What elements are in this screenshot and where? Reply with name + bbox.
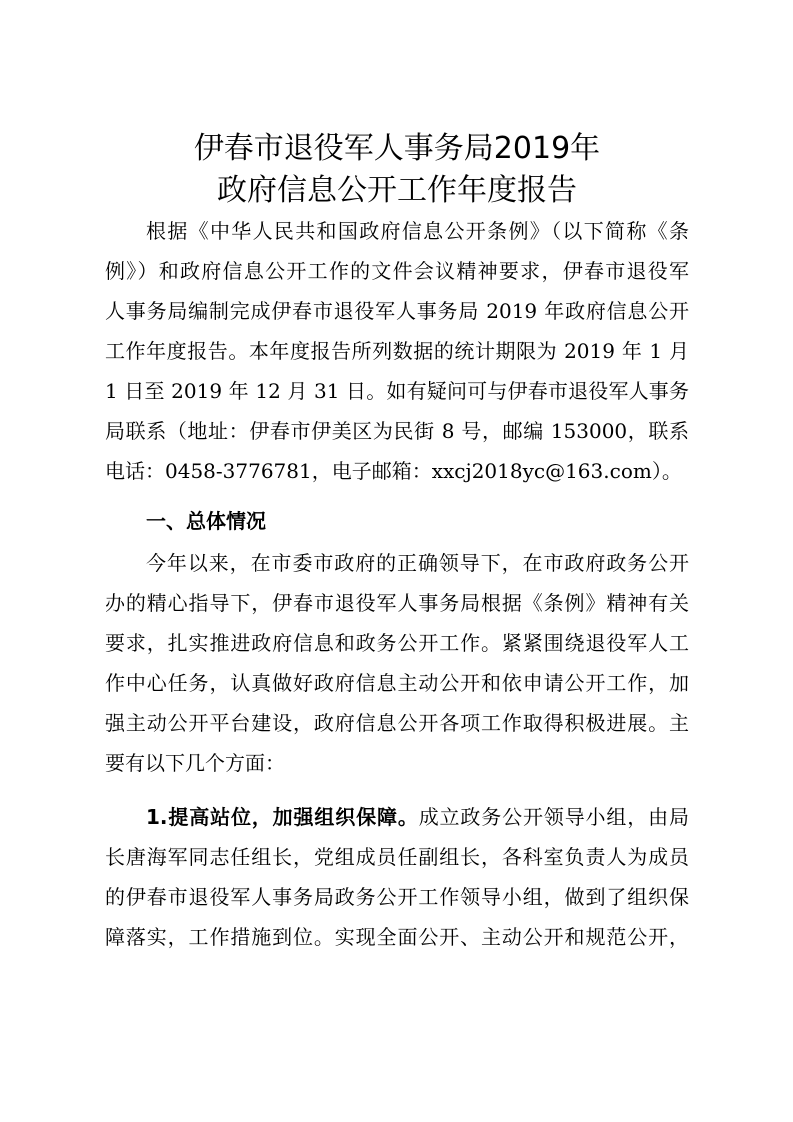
point-1-line: 障落实，工作措施到位。实现全面公开、主动公开和规范公开， xyxy=(105,925,689,949)
document-title-line-2: 政府信息公开工作年度报告 xyxy=(217,173,577,208)
intro-line: 1 日至 2019 年 12 月 31 日。如有疑问可与伊春市退役军人事务 xyxy=(105,379,689,403)
intro-line: 工作年度报告。本年度报告所列数据的统计期限为 2019 年 1 月 xyxy=(105,339,689,363)
point-1-lead: 1.提高站位，加强组织保障。 xyxy=(146,805,419,829)
point-1-line: 长唐海军同志任组长，党组成员任副组长，各科室负责人为成员 xyxy=(105,845,689,869)
point-1-line: 的伊春市退役军人事务局政务公开工作领导小组，做到了组织保 xyxy=(105,885,689,909)
section-heading: 一、总体情况 xyxy=(146,509,266,533)
overview-line: 作中心任务，认真做好政府信息主动公开和依申请公开工作，加 xyxy=(105,671,689,695)
overview-line: 要有以下几个方面： xyxy=(105,751,285,775)
document-title-line-1: 伊春市退役军人事务局2019年 xyxy=(193,131,601,166)
overview-line: 要求，扎实推进政府信息和政务公开工作。紧紧围绕退役军人工 xyxy=(105,631,689,655)
overview-line: 强主动公开平台建设，政府信息公开各项工作取得积极进展。主 xyxy=(105,711,689,735)
overview-line: 办的精心指导下，伊春市退役军人事务局根据《条例》精神有关 xyxy=(105,591,689,615)
intro-line: 局联系（地址：伊春市伊美区为民街 8 号，邮编 153000，联系 xyxy=(105,419,689,443)
intro-line: 根据《中华人民共和国政府信息公开条例》（以下简称《条 xyxy=(146,219,689,243)
intro-line: 电话：0458-3776781，电子邮箱：xxcj2018yc@163.com）。 xyxy=(105,459,682,483)
point-1-first-line xyxy=(146,804,689,830)
intro-line: 例》）和政府信息公开工作的文件会议精神要求，伊春市退役军 xyxy=(105,259,689,283)
intro-line: 人事务局编制完成伊春市退役军人事务局 2019 年政府信息公开 xyxy=(105,299,689,323)
overview-line: 今年以来，在市委市政府的正确领导下，在市政府政务公开 xyxy=(146,551,689,575)
point-1-text: 成立政务公开领导小组，由局 xyxy=(418,805,689,829)
